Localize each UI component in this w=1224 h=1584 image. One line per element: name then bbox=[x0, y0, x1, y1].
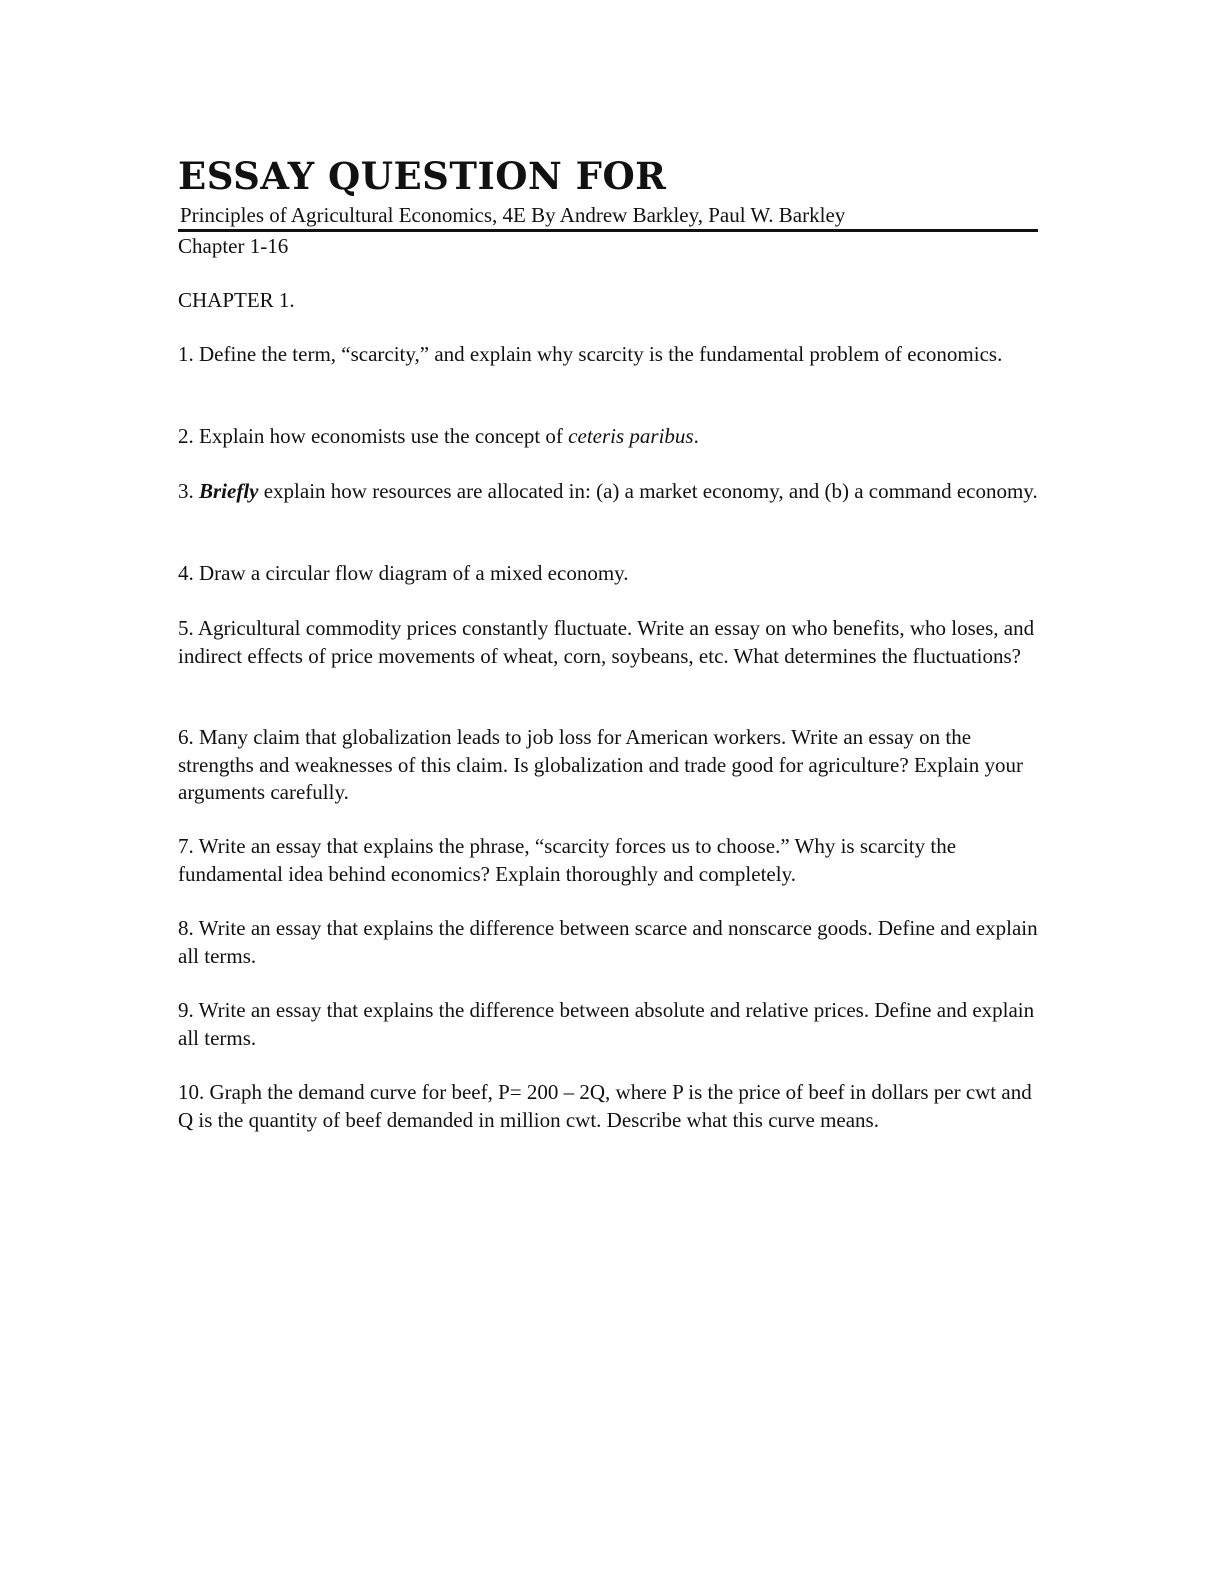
question-text: Explain how economists use the concept of bbox=[199, 424, 569, 448]
question-text-end: . bbox=[693, 424, 699, 448]
question-10 bbox=[178, 1079, 1048, 1134]
page-title: ESSAY QUESTION FOR bbox=[178, 154, 667, 198]
question-text: Many claim that globalization leads to job loss for American workers. Write an essay on the strengths and weaknesses of this claim. Is globalization and trade good for agriculture? Explain your arguments carefully. bbox=[178, 725, 1024, 804]
question-number: 9. bbox=[178, 998, 194, 1022]
question-number: 6. bbox=[178, 725, 194, 749]
question-number: 10. bbox=[178, 1080, 205, 1104]
question-text: Draw a circular flow diagram of a mixed economy. bbox=[199, 561, 629, 585]
question-text: Graph the demand curve for beef, P= 200 – 2Q, where P is the price of beef in dollars per cwt and Q is the quantity of beef demanded in million cwt. Describe what this curve means. bbox=[178, 1080, 1032, 1132]
emphasis-word: Briefly bbox=[199, 479, 259, 503]
book-subtitle: Principles of Agricultural Economics, 4E By Andrew Barkley, Paul W. Barkley bbox=[180, 203, 846, 227]
question-text: Write an essay that explains the difference between absolute and relative prices. Define and explain all terms. bbox=[178, 998, 1035, 1050]
question-number: 5. bbox=[178, 616, 194, 640]
question-6 bbox=[178, 724, 1048, 807]
chapter-heading: CHAPTER 1. bbox=[178, 288, 295, 312]
question-text: Agricultural commodity prices constantly fluctuate. Write an essay on who benefits, who loses, and indirect effects of price movements of wheat, corn, soybeans, etc. What determines the fluctuations? bbox=[178, 616, 1035, 668]
question-5 bbox=[178, 615, 1048, 670]
question-number: 8. bbox=[178, 916, 194, 940]
question-8 bbox=[178, 915, 1048, 970]
question-text: Write an essay that explains the phrase, “scarcity forces us to choose.” Why is scarcity the fundamental idea behind economics? Explain thoroughly and completely. bbox=[178, 834, 957, 886]
question-text: explain how resources are allocated in: (a) a market economy, and (b) a command economy. bbox=[263, 479, 1038, 503]
question-9 bbox=[178, 997, 1048, 1052]
question-1 bbox=[178, 341, 1048, 369]
question-number: 1. bbox=[178, 342, 194, 366]
question-4 bbox=[178, 560, 1048, 588]
question-number: 2. bbox=[178, 424, 194, 448]
question-7 bbox=[178, 833, 1048, 888]
question-number: 3. bbox=[178, 479, 194, 503]
question-text: Define the term, “scarcity,” and explain why scarcity is the fundamental problem of economics. bbox=[199, 342, 1003, 366]
italic-term: ceteris paribus bbox=[568, 424, 694, 448]
question-text: Write an essay that explains the difference between scarce and nonscarce goods. Define and explain all terms. bbox=[178, 916, 1038, 968]
question-number: 7. bbox=[178, 834, 194, 858]
header-divider bbox=[178, 229, 1038, 232]
question-3 bbox=[178, 478, 1048, 506]
question-2 bbox=[178, 423, 1048, 451]
question-number: 4. bbox=[178, 561, 194, 585]
chapter-range: Chapter 1-16 bbox=[178, 234, 289, 258]
